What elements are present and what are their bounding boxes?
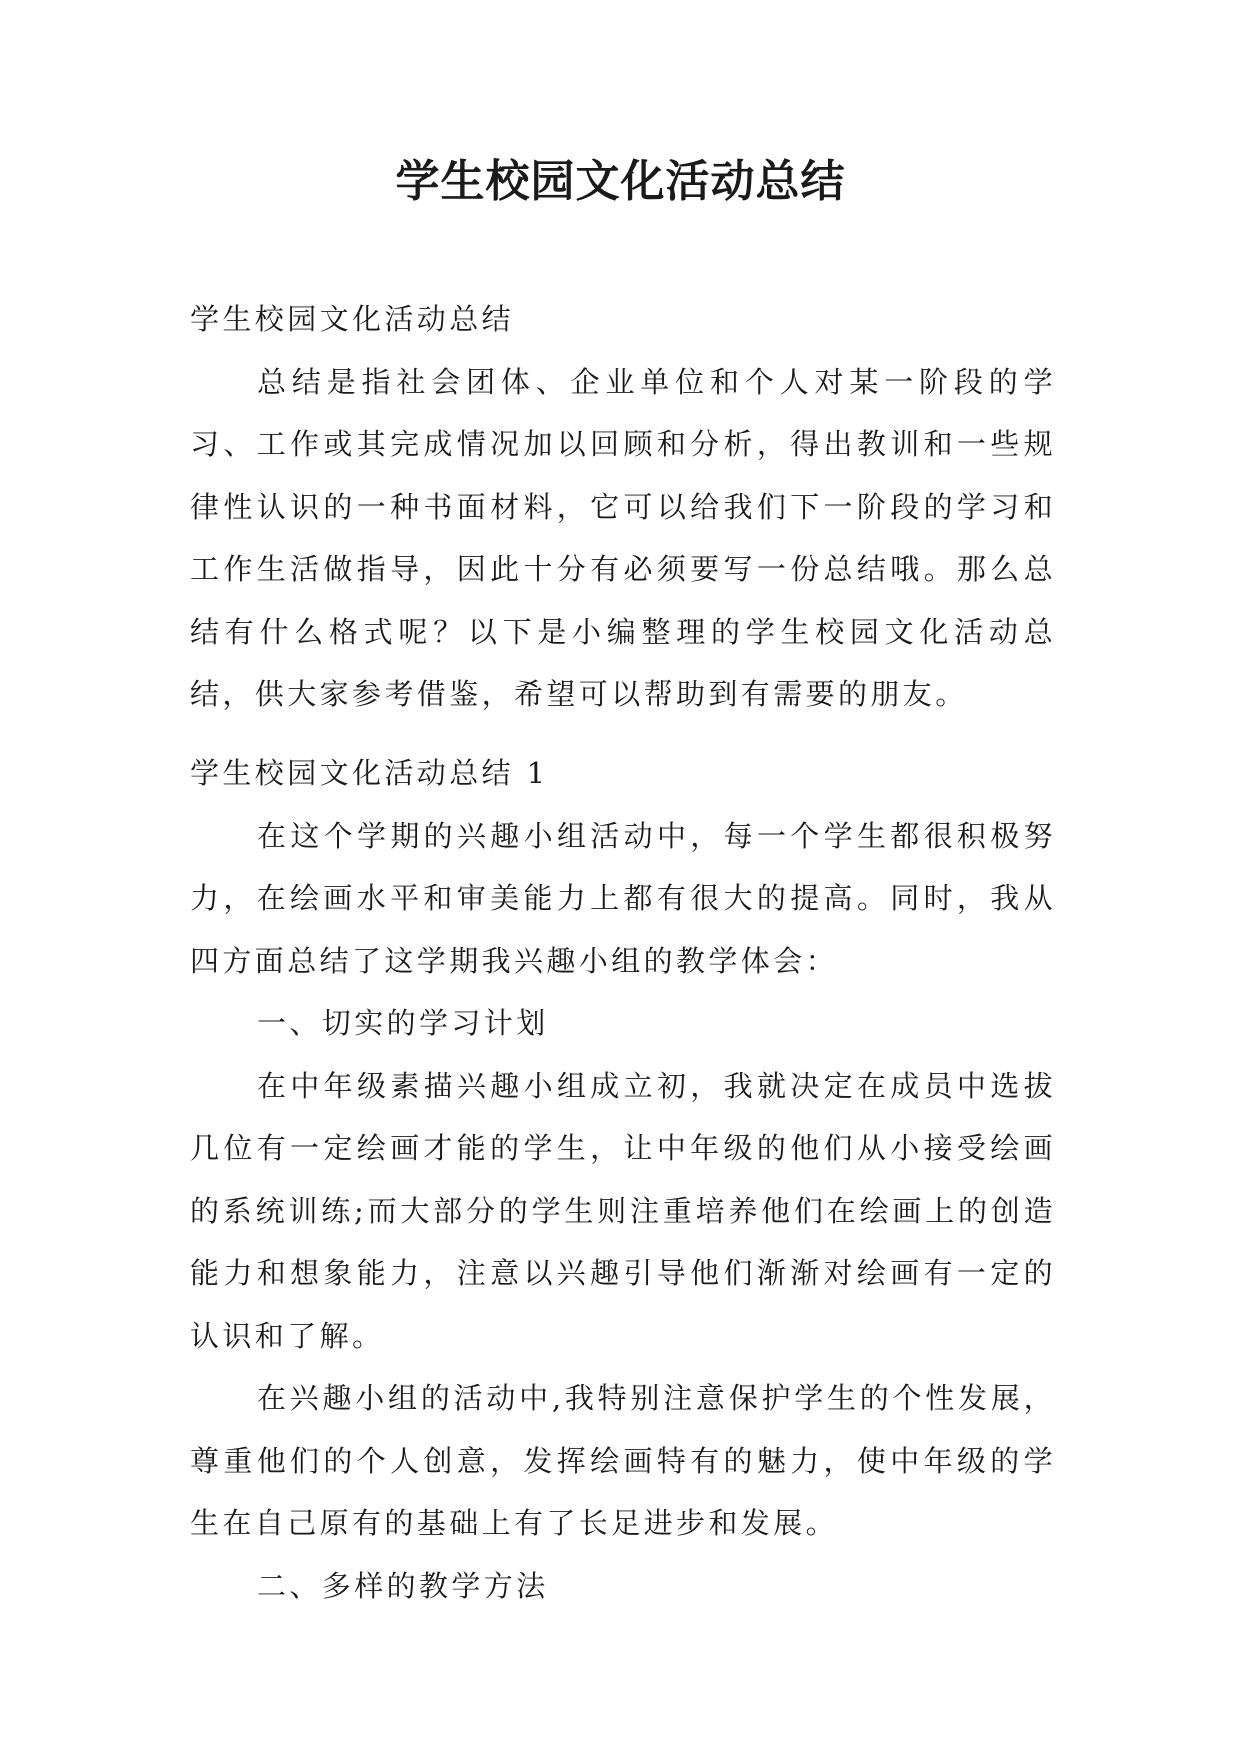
section-1 <box>190 742 1056 1617</box>
section-1-paragraph: 在兴趣小组的活动中,我特别注意保护学生的个性发展，尊重他们的个人创意，发挥绘画特有的魅力，使中年级的学生在自己原有的基础上有了长足进步和发展。 <box>190 1381 1056 1540</box>
intro-heading: 学生校园文化活动总结 <box>190 302 515 336</box>
section-1-subheading: 一、切实的学习计划 <box>257 1006 549 1040</box>
document-title: 学生校园文化活动总结 <box>395 156 846 207</box>
section-1-heading: 学生校园文化活动总结 1 <box>190 756 549 790</box>
intro-section <box>190 288 1056 726</box>
section-1-subheading: 二、多样的教学方法 <box>257 1568 549 1603</box>
intro-paragraph: 总结是指社会团体、企业单位和个人对某一阶段的学习、工作或其完成情况加以回顾和分析，得出教训和一些规律性认识的一种书面材料，它可以给我们下一阶段的学习和工作生活做指导，因此十分有必须要写一份总结哦。那么总结有什么格式呢？以下是小编整理的学生校园文化活动总结，供大家参考借鉴，希望可以帮助到有需要的朋友。 <box>190 364 1056 711</box>
section-1-paragraph: 在这个学期的兴趣小组活动中，每一个学生都很积极努力，在绘画水平和审美能力上都有很大的提高。同时，我从四方面总结了这学期我兴趣小组的教学体会： <box>190 818 1056 978</box>
section-1-paragraph: 在中年级素描兴趣小组成立初，我就决定在成员中选拔几位有一定绘画才能的学生，让中年级的他们从小接受绘画的系统训练;而大部分的学生则注重培养他们在绘画上的创造能力和想象能力，注意以兴趣引导他们渐渐对绘画有一定的认识和了解。 <box>190 1068 1056 1353</box>
